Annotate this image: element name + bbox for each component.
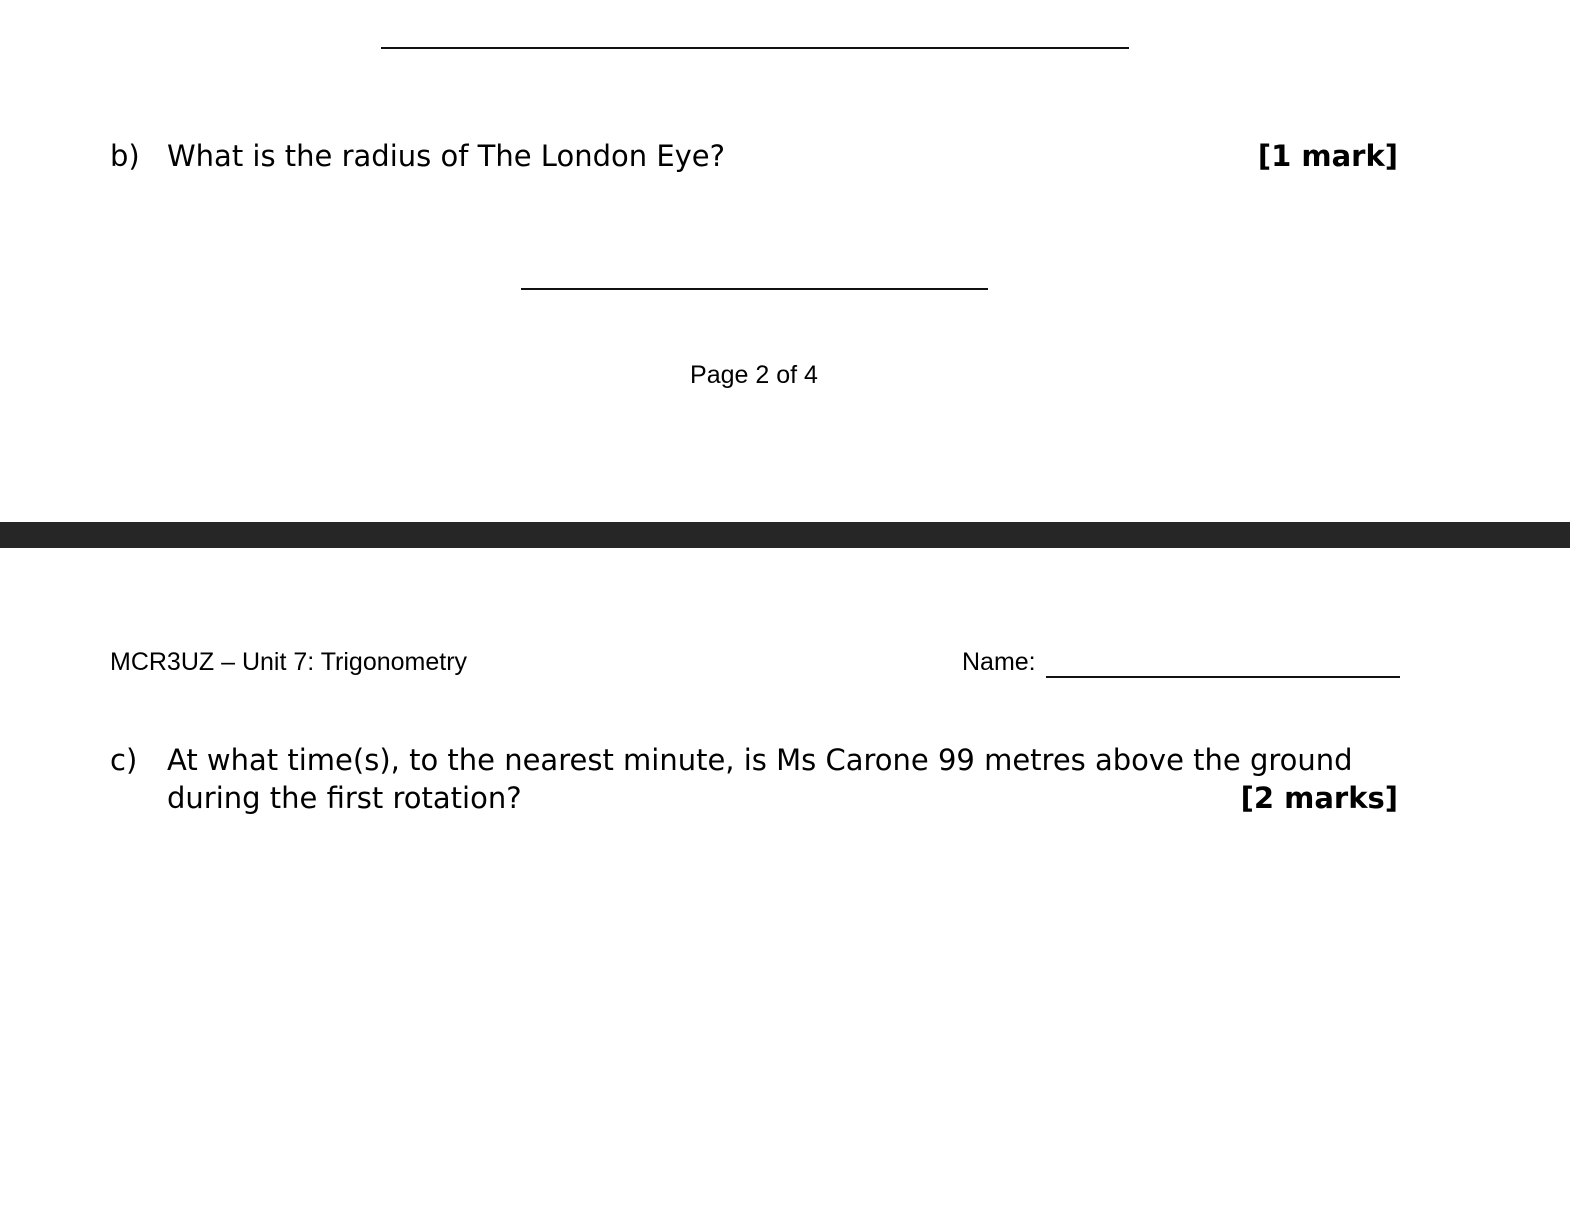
course-unit-title: MCR3UZ – Unit 7: Trigonometry — [110, 648, 468, 676]
page-break-divider — [0, 522, 1570, 548]
question-b-marks: [1 mark] — [1257, 139, 1398, 173]
question-b-label: b) — [110, 139, 140, 173]
question-c-label: c) — [110, 743, 138, 777]
answer-line-previous[interactable] — [381, 47, 1129, 49]
question-c-marks: [2 marks] — [1240, 781, 1398, 815]
question-b-text: What is the radius of The London Eye? — [167, 139, 726, 173]
name-label: Name: — [962, 648, 1036, 676]
question-c-text-line2: during the first rotation? — [167, 781, 522, 815]
name-field-line[interactable] — [1046, 676, 1400, 678]
question-c-text-line1: At what time(s), to the nearest minute, is Ms Carone 99 metres above the ground — [167, 743, 1353, 777]
page-number: Page 2 of 4 — [690, 361, 818, 389]
answer-line-question-b[interactable] — [521, 288, 988, 290]
